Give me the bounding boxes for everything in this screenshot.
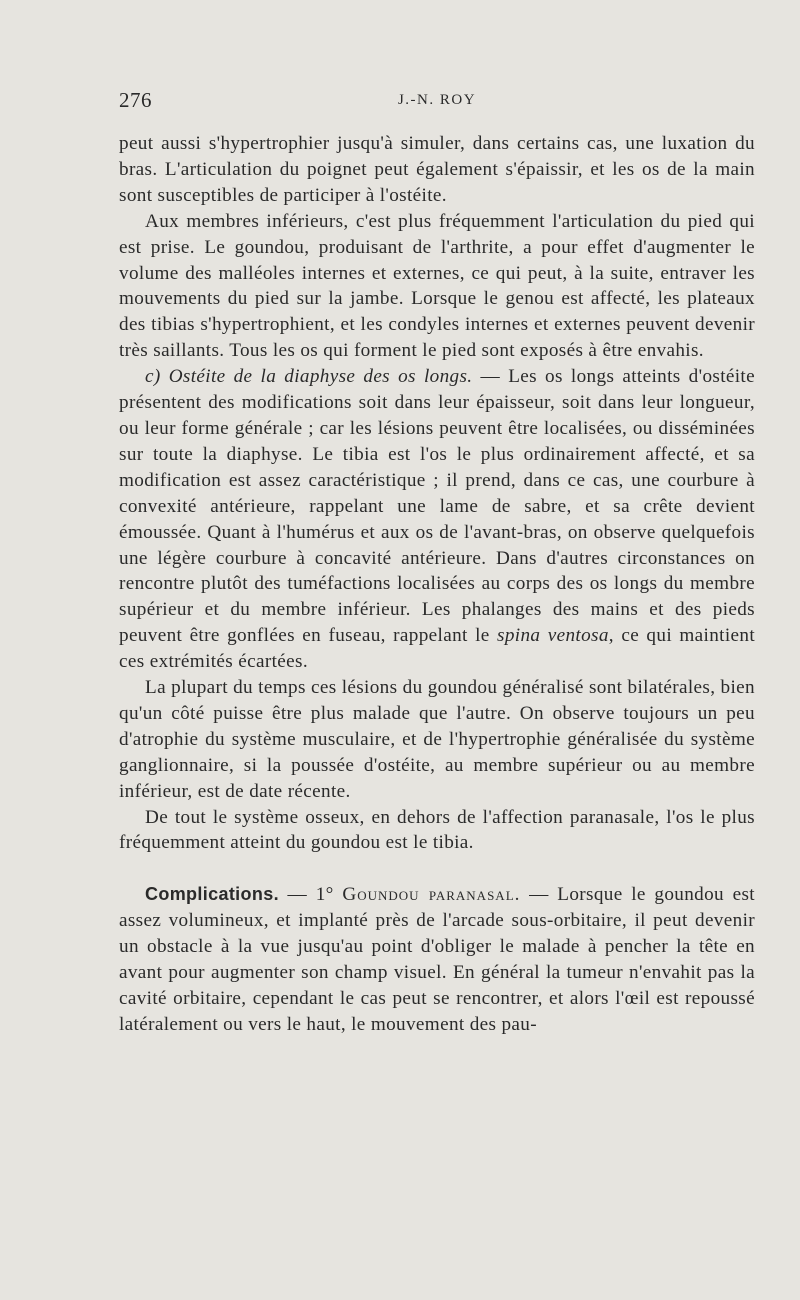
page-header <box>119 88 755 118</box>
paragraph-3-text: — Les os longs atteints d'ostéite présentent des modifications soit dans leur épaisseur, soit dans leur longueur, ou leur forme générale ; car les lésions peuvent être localisées, ou disséminées sur toute la diaphyse. Le tibia est l'os le plus ordinairement affecté, et sa modification est assez caractéristique ; il prend, dans ce cas, une courbure à convexité antérieure, rappelant une lame de sabre, et sa crête devient émoussée. Quant à l'humérus et aux os de l'avant-bras, on observe quelquefois une légère courbure à concavité antérieure. Dans d'autres circonstances on rencontre plutôt des tuméfactions localisées au corps des os longs du membre supérieur et du membre inférieur. Les phalanges des mains et des pieds peuvent être gonflées en fuseau, rappelant le <box>119 366 755 647</box>
complications-text: — Lorsque le goundou est assez volumineux, et implanté près de l'arcade sous-orbitaire, il peut devenir un obstacle à la vue jusqu'au point d'obliger le malade à pencher la tête en avant pour augmenter son champ visuel. En général la tumeur n'envahit pas la cavité orbitaire, cependant le cas peut se rencontrer, et alors l'œil est repoussé latéralement ou vers le haut, le mouvement des pau- <box>119 884 755 1035</box>
paragraph-4: La plupart du temps ces lésions du goundou généralisé sont bilatérales, bien qu'un côté puisse être plus malade que l'autre. On observe toujours un peu d'atrophie du système musculaire, et de l'hypertrophie généralisée du système ganglionnaire, si la poussée d'ostéite, au membre supérieur ou au membre inférieur, est de date récente. <box>119 677 755 802</box>
running-head: J.-N. ROY <box>397 92 477 108</box>
paragraph-5: De tout le système osseux, en dehors de l'affection paranasale, l'os le plus fréquemment atteint du goundou est le tibia. <box>119 806 755 854</box>
page-number: 276 <box>119 88 152 112</box>
body-text <box>119 131 755 1038</box>
paragraph-3 <box>119 364 755 675</box>
complications-heading: Complications. <box>145 884 279 905</box>
complications-dash: — 1° <box>278 884 343 906</box>
paragraph-complications <box>119 882 755 1037</box>
section-c-label: c) Ostéite de la diaphyse des os longs. <box>145 366 473 388</box>
paragraph-3-end: , ce qui maintient ces extrémités écartées. <box>119 625 755 673</box>
paragraph-1: peut aussi s'hypertrophier jusqu'à simuler, dans certains cas, une luxation du bras. L'articulation du poignet peut également s'épaissir, et les os de la main sont susceptibles de participer à l'ostéite. <box>119 133 755 206</box>
goundou-paranasal-subheading: Goundou paranasal. <box>342 884 521 906</box>
paragraph-2: Aux membres inférieurs, c'est plus fréquemment l'articulation du pied qui est prise. Le goundou, produisant de l'arthrite, a pour effet d'augmenter le volume des malléoles internes et externes, ce qui peut, à la suite, entraver les mouvements du pied sur la jambe. Lorsque le genou est affecté, les plateaux des tibias s'hypertrophient, et les condyles internes et externes peuvent devenir très saillants. Tous les os qui forment le pied sont exposés à être envahis. <box>119 210 755 362</box>
spina-ventosa-term: spina ventosa <box>497 625 609 647</box>
